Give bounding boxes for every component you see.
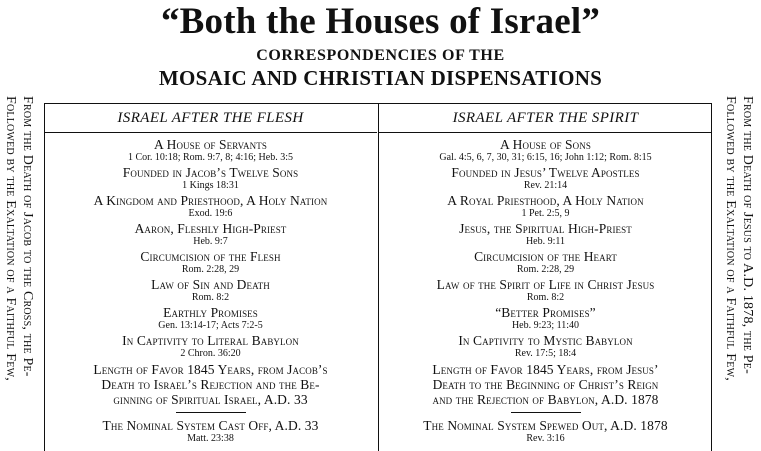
- favor-line: Length of Favor 1845 Years, from Jesus’: [432, 362, 659, 377]
- column-spirit: [379, 104, 712, 447]
- entry-title: The Nominal System Spewed Out, A.D. 1878: [423, 418, 668, 433]
- entry-reference: Heb. 9:23; 11:40: [511, 320, 580, 331]
- entry-reference: Rev. 3:16: [526, 433, 565, 444]
- column-heading-flesh: ISRAEL AFTER THE FLESH: [44, 104, 377, 133]
- section-divider: [511, 412, 581, 413]
- entry-title: Circumcision of the Heart: [474, 249, 617, 264]
- entry-title: The Nominal System Cast Off, A.D. 33: [102, 418, 319, 433]
- entry-reference: 1 Pet. 2:5, 9: [521, 208, 570, 219]
- list-item: [44, 419, 377, 444]
- entry-reference: Rom. 8:2: [191, 292, 230, 303]
- list-item: [44, 222, 377, 247]
- entry-reference: 1 Cor. 10:18; Rom. 9:7, 8; 4:16; Heb. 3:5: [127, 152, 293, 163]
- list-item: [379, 306, 712, 331]
- entry-title: A Royal Priesthood, A Holy Nation: [447, 193, 644, 208]
- list-item: [44, 138, 377, 163]
- entry-reference: Heb. 9:11: [525, 236, 566, 247]
- entry-reference: Gal. 4:5, 6, 7, 30, 31; 6:15, 16; John 1:12; Rom. 8:15: [439, 152, 652, 163]
- entry-title: Circumcision of the Flesh: [140, 249, 281, 264]
- favor-line: and the Rejection of Babylon, A.D. 1878: [432, 392, 659, 407]
- entry-title: Law of Sin and Death: [151, 277, 270, 292]
- entry-title: Founded in Jacob’s Twelve Sons: [122, 165, 299, 180]
- list-item: [379, 250, 712, 275]
- list-item: [379, 222, 712, 247]
- list-item: [44, 306, 377, 331]
- page-title: “Both the Houses of Israel”: [160, 1, 601, 42]
- entry-title: In Captivity to Literal Babylon: [122, 333, 299, 348]
- right-side-note: [720, 96, 758, 450]
- entry-title: A House of Servants: [154, 137, 267, 152]
- list-item: [44, 166, 377, 191]
- entry-reference: Rev. 17:5; 18:4: [514, 348, 577, 359]
- subtitle-line-2: MOSAIC AND CHRISTIAN DISPENSATIONS: [158, 66, 603, 90]
- entry-title: A House of Sons: [500, 137, 591, 152]
- favor-line: Death to Israel’s Rejection and the Be-: [101, 377, 320, 392]
- entry-title: Aaron, Fleshly High-Priest: [134, 221, 287, 236]
- entry-title: “Better Promises”: [495, 305, 596, 320]
- entry-reference: Heb. 9:7: [193, 236, 228, 247]
- entry-reference: Rev. 21:14: [523, 180, 568, 191]
- entry-reference: Exod. 19:6: [188, 208, 233, 219]
- subtitle-line-1: CORRESPONDENCIES OF THE: [256, 47, 505, 64]
- entry-title: Earthly Promises: [163, 305, 258, 320]
- entry-reference: 2 Chron. 36:20: [180, 348, 241, 359]
- list-item: [44, 194, 377, 219]
- entry-title: Founded in Jesus’ Twelve Apostles: [451, 165, 640, 180]
- entry-title: Jesus, the Spiritual High-Priest: [459, 221, 632, 236]
- list-item: [379, 334, 712, 359]
- list-item: [379, 138, 712, 163]
- entry-reference: 1 Kings 18:31: [182, 180, 239, 191]
- entry-reference: Rom. 8:2: [526, 292, 565, 303]
- list-item: [379, 278, 712, 303]
- list-item: [379, 194, 712, 219]
- entry-reference: Rom. 2:28, 29: [181, 264, 240, 275]
- entry-title: A Kingdom and Priesthood, A Holy Nation: [93, 193, 328, 208]
- entry-reference: Matt. 23:38: [187, 433, 234, 444]
- list-item: [44, 278, 377, 303]
- favor-line: ginning of Spiritual Israel, A.D. 33: [113, 392, 308, 407]
- comparison-table: [44, 103, 712, 451]
- entry-title: In Captivity to Mystic Babylon: [458, 333, 633, 348]
- entry-title: Law of the Spirit of Life in Christ Jesus: [436, 277, 655, 292]
- list-item: [44, 250, 377, 275]
- entry-reference: Gen. 13:14-17; Acts 7:2-5: [158, 320, 263, 331]
- favor-line: Length of Favor 1845 Years, from Jacob’s: [93, 362, 328, 377]
- right-side-text: From the Death of Jesus to A.D. 1878, the Pe- Followed by the Exaltation of a Faithful Few,: [723, 96, 755, 381]
- list-item: [379, 419, 712, 444]
- left-side-text: From the Death of Jacob to the Cross, the Pe- Followed by the Exaltation of a Faithful Few,: [3, 96, 35, 381]
- section-divider: [176, 412, 246, 413]
- favor-line: Death to the Beginning of Christ’s Reign: [432, 377, 659, 392]
- column-heading-spirit: ISRAEL AFTER THE SPIRIT: [379, 104, 712, 133]
- left-side-note: [0, 96, 38, 450]
- entry-reference: Rom. 2:28, 29: [516, 264, 575, 275]
- list-item: [44, 334, 377, 359]
- list-item: [379, 166, 712, 191]
- column-flesh: [44, 104, 377, 447]
